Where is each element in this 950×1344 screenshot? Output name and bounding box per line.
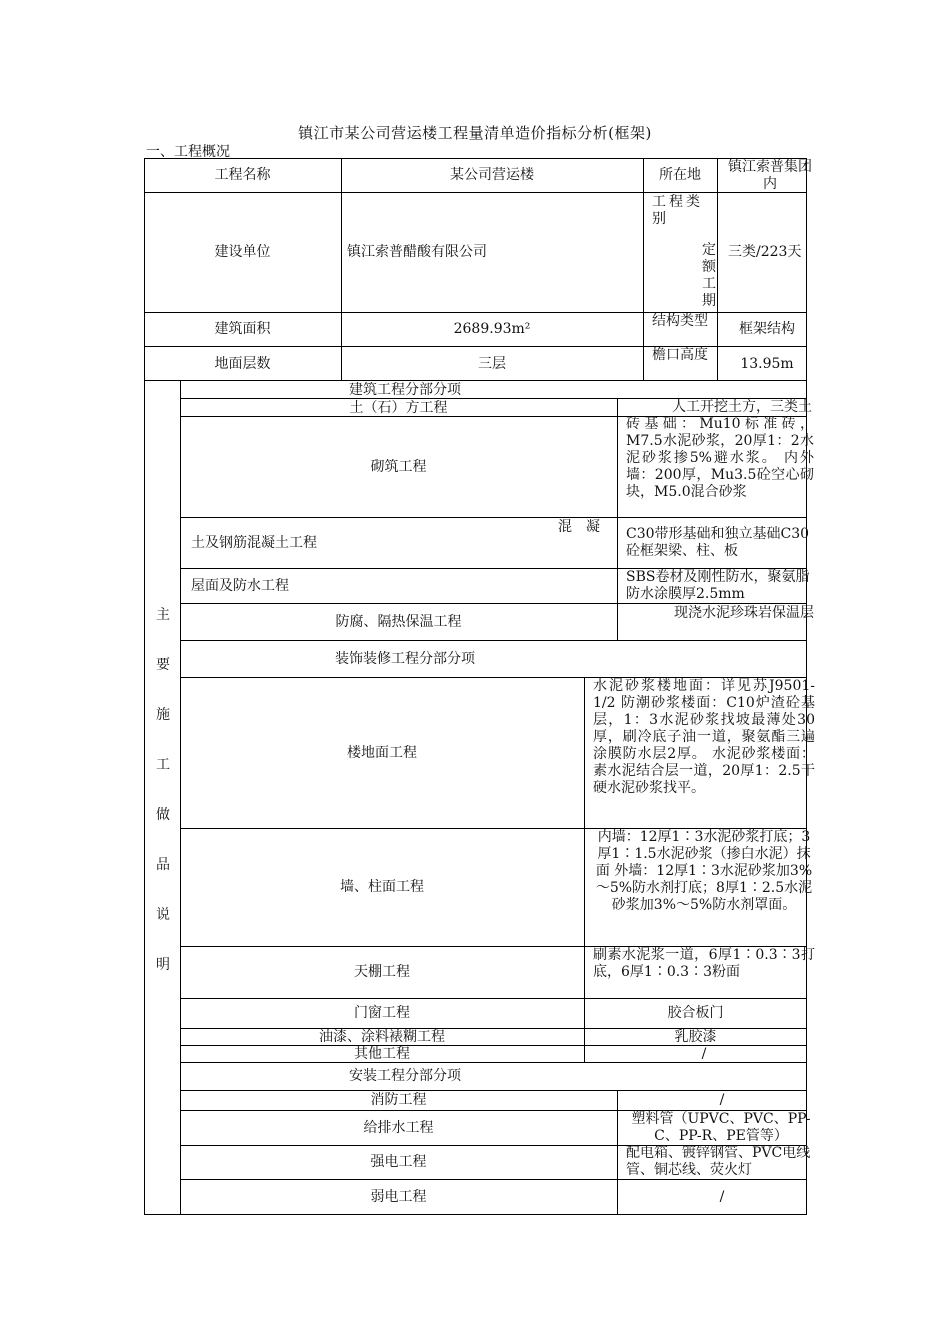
document-title: 镇江市某公司营运楼工程量清单造价指标分析(框架) (298, 124, 652, 142)
decoration-row-desc: 内墙：12厚1∶3水泥砂浆打底；3厚1∶1.5水泥砂浆（掺白水泥）抹面 外墙：12厚1∶3水泥砂浆加3%～5%防水剂打底；8厚1∶2.5水泥砂浆加3%～5%防水剂罩面。 (595, 829, 813, 913)
decoration-row-name: 楼地面工程 (347, 745, 417, 761)
construction-row-desc: 现浇水泥珍珠岩保温层 (674, 605, 814, 621)
floors-label: 地面层数 (214, 356, 271, 372)
location-value: 镇江索普集团内 (728, 159, 812, 192)
builder-value: 镇江索普醋酸有限公司 (347, 244, 487, 260)
decoration-row-name: 其他工程 (354, 1046, 410, 1062)
decoration-row-desc: 胶合板门 (667, 1005, 724, 1021)
location-label: 所在地 (659, 167, 701, 183)
decoration-row-desc: 水泥砂浆楼地面：详见苏J9501-1/2 防潮砂浆楼面：C10炉渣砼基层，1：3水泥砂浆找坡最薄处30厚，刷冷底子油一道，聚氨酯三遍涂膜防水层2厚。 水泥砂浆楼面：素水泥结合层一道，20厚1：2.5干硬水泥砂浆找平。 (593, 678, 815, 796)
installation-row-name: 强电工程 (370, 1154, 427, 1170)
construction-row-name: 土（石）方工程 (349, 400, 448, 416)
period-label: 定额工期 (702, 242, 716, 309)
decoration-row-desc: / (701, 1046, 707, 1062)
builder-label: 建设单位 (214, 244, 271, 260)
construction-row-name: 土及钢筋混凝土工程 (191, 535, 317, 551)
decoration-row-desc: 乳胶漆 (674, 1029, 717, 1045)
category-label: 工程类别 (652, 194, 703, 227)
installation-row-name: 给排水工程 (363, 1120, 434, 1136)
installation-row-name: 消防工程 (370, 1092, 427, 1108)
structure-value: 框架结构 (739, 321, 795, 337)
construction-row-name-extra: 混 凝 (558, 519, 600, 535)
project-name-value: 某公司营运楼 (450, 167, 534, 183)
construction-row-desc: SBS卷材及刚性防水，聚氨脂防水涂膜厚2.5mm (626, 569, 810, 602)
floors-value: 三层 (478, 356, 506, 372)
decoration-row-name: 天棚工程 (354, 964, 410, 980)
eave-height-label: 檐口高度 (652, 347, 708, 363)
area-label: 建筑面积 (214, 321, 271, 337)
decoration-row-desc: 刷素水泥浆一道，6厚1∶0.3∶3打底，6厚1∶0.3∶3粉面 (593, 947, 815, 980)
area-value: 2689.93m² (453, 321, 531, 337)
decoration-row-name: 墙、柱面工程 (340, 879, 424, 895)
category-value: 三类/223天 (728, 244, 802, 260)
side-label: 主 要 施 工 做 品 说 明 (156, 607, 170, 973)
structure-label: 结构类型 (652, 313, 708, 329)
installation-row-desc: / (719, 1092, 725, 1108)
decoration-row-name: 油漆、涂料裱糊工程 (319, 1029, 445, 1045)
project-name-label: 工程名称 (214, 167, 271, 183)
construction-row-name: 砌筑工程 (370, 459, 427, 475)
construction-row-desc: 人工开挖土方，三类土 (672, 399, 812, 415)
installation-row-name: 弱电工程 (370, 1189, 427, 1205)
construction-row-name: 屋面及防水工程 (191, 578, 289, 594)
installation-row-desc: / (719, 1189, 725, 1205)
section-heading: 一、工程概况 (146, 144, 230, 160)
construction-row-desc: C30带形基础和独立基础C30砼框架梁、柱、板 (626, 526, 810, 559)
installation-row-desc: 配电箱、镀锌钢管、PVC电线管、铜芯线、荧火灯 (626, 1145, 811, 1178)
construction-row-name: 防腐、隔热保温工程 (335, 614, 462, 630)
installation-header: 安装工程分部分项 (349, 1068, 461, 1084)
decoration-header: 装饰装修工程分部分项 (335, 651, 475, 667)
construction-header: 建筑工程分部分项 (349, 382, 461, 398)
construction-row-desc: 砖基础：Mu10标准砖，M7.5水泥砂浆，20厚1：2水泥砂浆掺5%避水浆。 内外墙：200厚，Mu3.5砼空心砌块，M5.0混合砂浆 (626, 416, 814, 500)
decoration-row-name: 门窗工程 (354, 1005, 410, 1021)
eave-height-value: 13.95m (740, 356, 794, 372)
installation-row-desc: 塑料管（UPVC、PVC、PP-C、PP-R、PE管等） (631, 1111, 811, 1144)
